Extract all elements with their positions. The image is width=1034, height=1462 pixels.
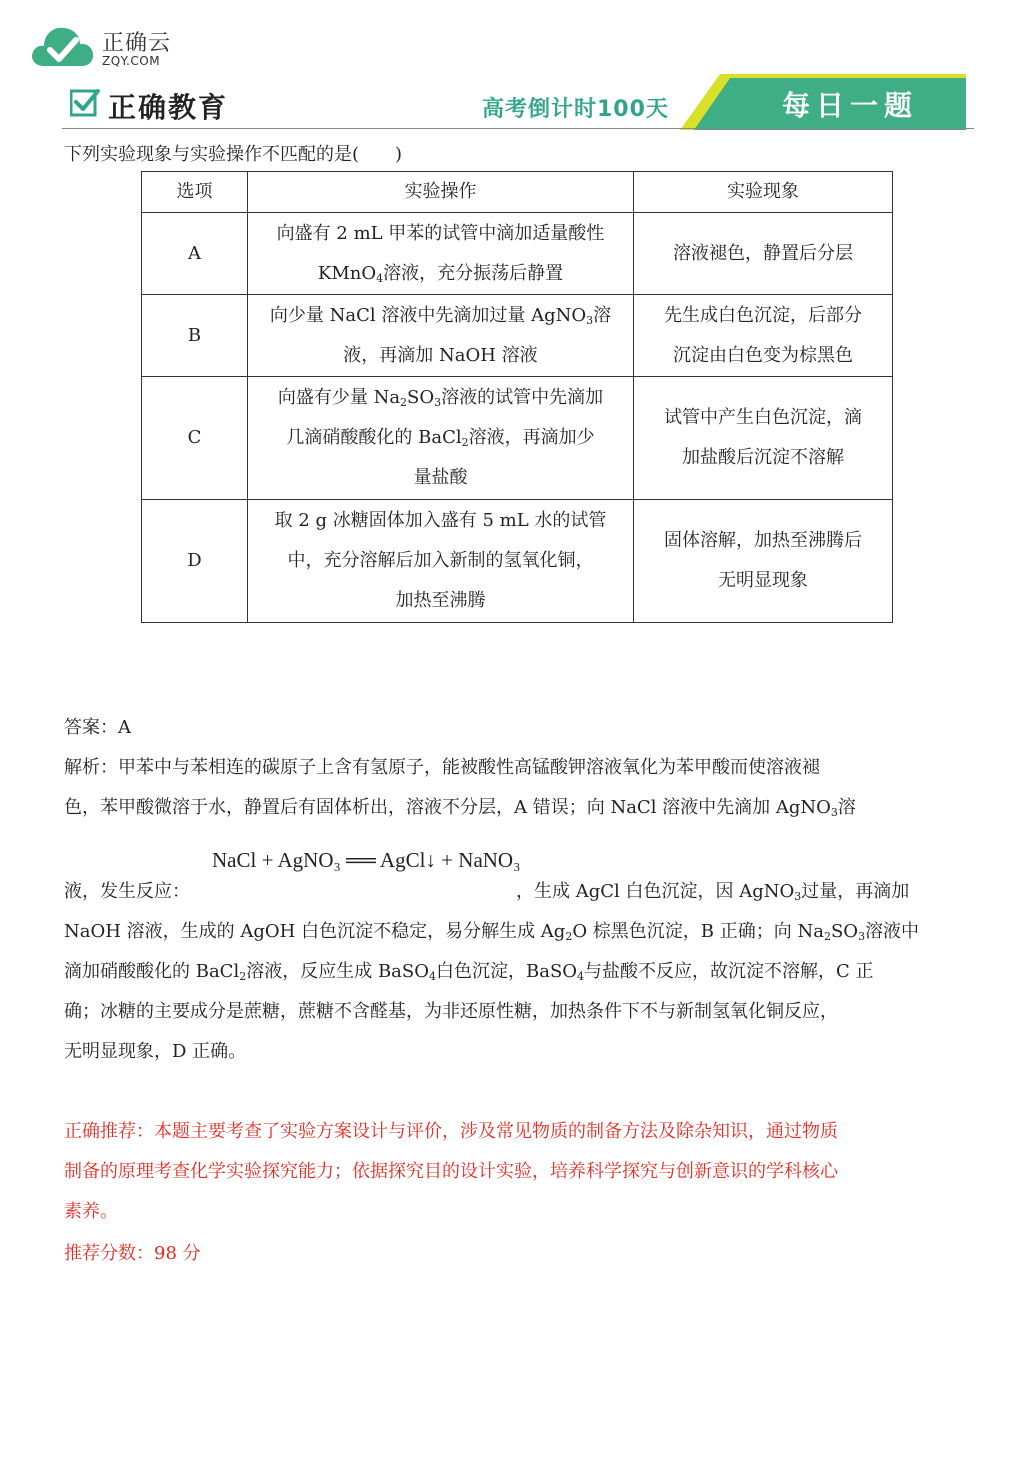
header-phenomenon: 实验现象 (634, 172, 893, 213)
reaction-equation: NaCl + AgNO₃ ══ AgCl↓ + NaNO₃ (212, 848, 521, 872)
checkbox-check-icon (70, 88, 100, 118)
zqy-cloud-logo-icon (30, 22, 96, 70)
phenomenon-cell: 先生成白色沉淀，后部分 沉淀由白色变为棕黑色 (634, 295, 893, 377)
table-row (142, 213, 893, 295)
logo-domain: ZQY.COM (102, 54, 161, 68)
header-divider (62, 128, 974, 129)
recommend-score: 推荐分数：98 分 (64, 1243, 201, 1264)
table-row (142, 295, 893, 377)
banner-title: 每日一题 (781, 89, 918, 122)
logo-title: 正确云 (102, 31, 172, 56)
analysis-paragraph-2: 液，发生反应： ，生成 AgCl 白色沉淀，因 AgNO$_3$过量，再滴加 NaOH 溶液，生成的 AgOH 白色沉淀不稳定，易分解生成 $Ag_2O$ 棕黑色沉淀，B 正确；向 $Na_2SO_3$溶液中 滴加硝酸酸化的 BaCl$_2$溶液，反应生成 BaSO$_4$白色沉淀，BaSO$_4$与盐酸不反应，故沉淀不溶解，C 正 确；冰糖的主要成分是蔗糖，蔗糖不含醛基，为非还原性糖，加热条件下不与新制氢氧化铜反应， 无明显现象，D 正确。 (64, 881, 920, 1062)
header-option: 选项 (142, 172, 248, 213)
header-operation: 实验操作 (248, 172, 634, 213)
phenomenon-cell: 试管中产生白色沉淀，滴 加盐酸后沉淀不溶解 (634, 377, 893, 500)
table-row (142, 500, 893, 623)
recommendation-paragraph: 正确推荐：本题主要考查了实验方案设计与评价，涉及常见物质的制备方法及除杂知识，通过物质 制备的原理考查化学实验探究能力；依据探究目的设计实验，培养科学探究与创新意识的学科核心 素养。 (64, 1121, 838, 1222)
brand-name: 正确教育 (108, 91, 229, 124)
question-stem: 下列实验现象与实验操作不匹配的是( ) (64, 144, 403, 165)
table-header-row (142, 172, 893, 213)
operation-cell: 向少量 NaCl 溶液中先滴加过量 AgNO$_3$溶 液，再滴加 NaOH 溶液 (248, 295, 634, 377)
option-cell: C (142, 377, 248, 500)
option-cell: A (142, 213, 248, 295)
experiment-table (141, 171, 893, 623)
operation-cell: 向盛有少量 $Na_2SO_3$溶液的试管中先滴加 几滴硝酸酸化的 BaCl$_2$溶液，再滴加少 量盐酸 (248, 377, 634, 500)
operation-cell: 取 2 g 冰糖固体加入盛有 5 mL 水的试管 中，充分溶解后加入新制的氢氧化铜， 加热至沸腾 (248, 500, 634, 623)
operation-cell: 向盛有 2 mL 甲苯的试管中滴加适量酸性 KMnO$_4$溶液，充分振荡后静置 (248, 213, 634, 295)
table-row (142, 377, 893, 500)
answer-line: 答案：A (64, 717, 131, 738)
option-cell: B (142, 295, 248, 377)
countdown-label: 高考倒计时100天 (482, 97, 669, 122)
phenomenon-cell: 溶液褪色，静置后分层 (634, 213, 893, 295)
analysis-paragraph-1: 解析：甲苯中与苯相连的碳原子上含有氢原子，能被酸性高锰酸钾溶液氧化为苯甲酸而使溶液褪 色，苯甲酸微溶于水，静置后有固体析出，溶液不分层，A 错误；向 NaCl 溶液中先滴加 AgNO$_3$溶 (64, 757, 856, 819)
option-cell: D (142, 500, 248, 623)
phenomenon-cell: 固体溶解，加热至沸腾后 无明显现象 (634, 500, 893, 623)
